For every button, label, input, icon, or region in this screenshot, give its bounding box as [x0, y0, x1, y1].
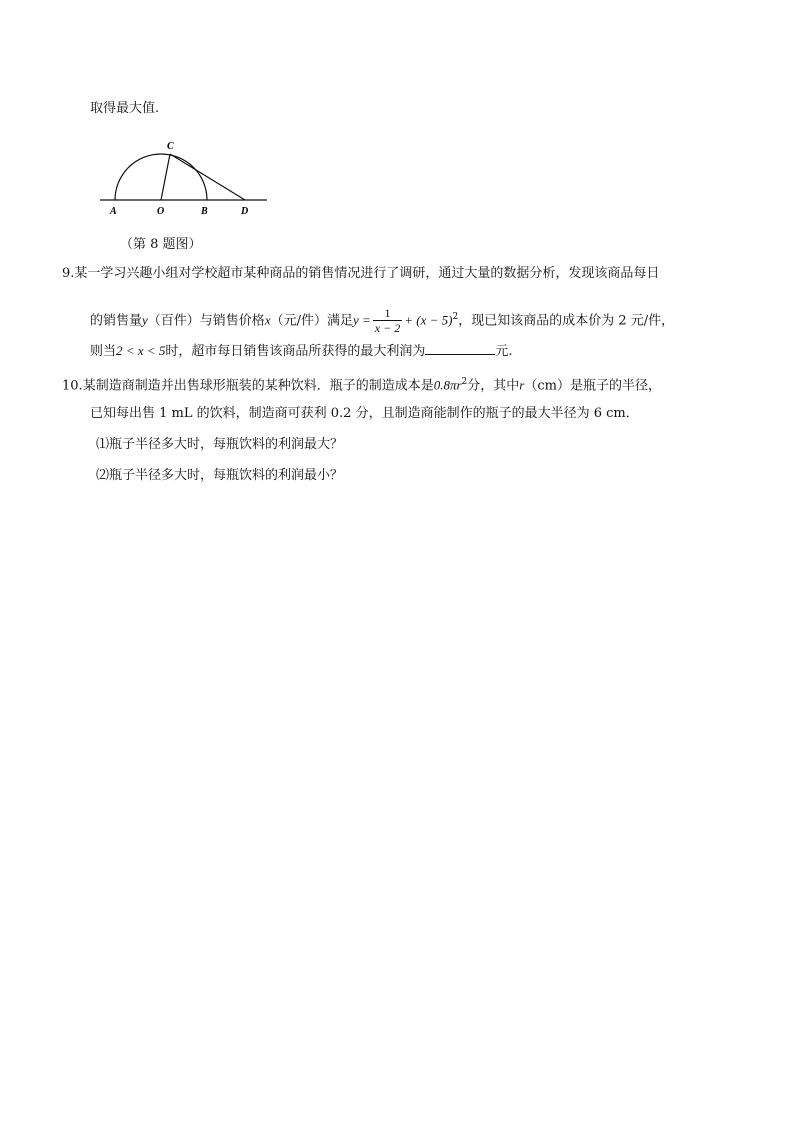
q9-line-1: 9.某一学习兴趣小组对学校超市某种商品的销售情况进行了调研，通过大量的数据分析，发现该商品每日 [62, 266, 660, 281]
answer-blank[interactable] [425, 340, 495, 355]
semicircle-figure [95, 134, 275, 218]
q9-fraction: $\frac{1}{x - 2}$ [374, 306, 401, 336]
label-b: B [201, 206, 208, 217]
q10-cost-formula: 0.8πr [433, 377, 462, 393]
prev-question-ending: 取得最大值. [90, 101, 160, 116]
q10-subquestion-2: ⑵瓶子半径多大时，每瓶饮料的利润最小？ [96, 468, 344, 483]
q10-line-2: 已知每出售 1 mL 的饮料，制造商可获利 0.2 分，且制造商能制作的瓶子的最大半径为 6 cm． [90, 406, 639, 421]
q10-subquestion-1: ⑴瓶子半径多大时，每瓶饮料的利润最大？ [96, 437, 344, 452]
figure-caption: （第 8 题图） [120, 237, 202, 252]
q9-equation-lhs: y = [352, 312, 371, 328]
q9-condition: 2 < x < 5 [116, 343, 166, 358]
label-d: D [241, 206, 249, 217]
q9-line-2: 的销售量y（百件）与销售价格x（元/件）满足y = $\frac{1}{x - 2}$ + $(x - 5)^2$，现已知该商品的成本价为 2 元/件， [90, 306, 675, 336]
label-a: A [110, 206, 117, 217]
semicircle-arc [115, 154, 207, 200]
q9-line-3: 则当2 < x < 5时，超市每日销售该商品所获得的最大利润为 元. [90, 340, 513, 361]
q9-number: 9. [62, 266, 75, 281]
segment-oc [161, 154, 170, 200]
label-c: C [167, 141, 174, 152]
q10-number: 10. [62, 378, 83, 394]
label-o: O [157, 206, 165, 217]
segment-cd [170, 154, 245, 200]
q9-equation-rhs: + (x − 5) [404, 312, 453, 328]
q10-line-1: 10.某制造商制造并出售球形瓶装的某种饮料．瓶子的制造成本是$0.8\pi r^2$分，其中r（cm）是瓶子的半径， [62, 377, 661, 394]
